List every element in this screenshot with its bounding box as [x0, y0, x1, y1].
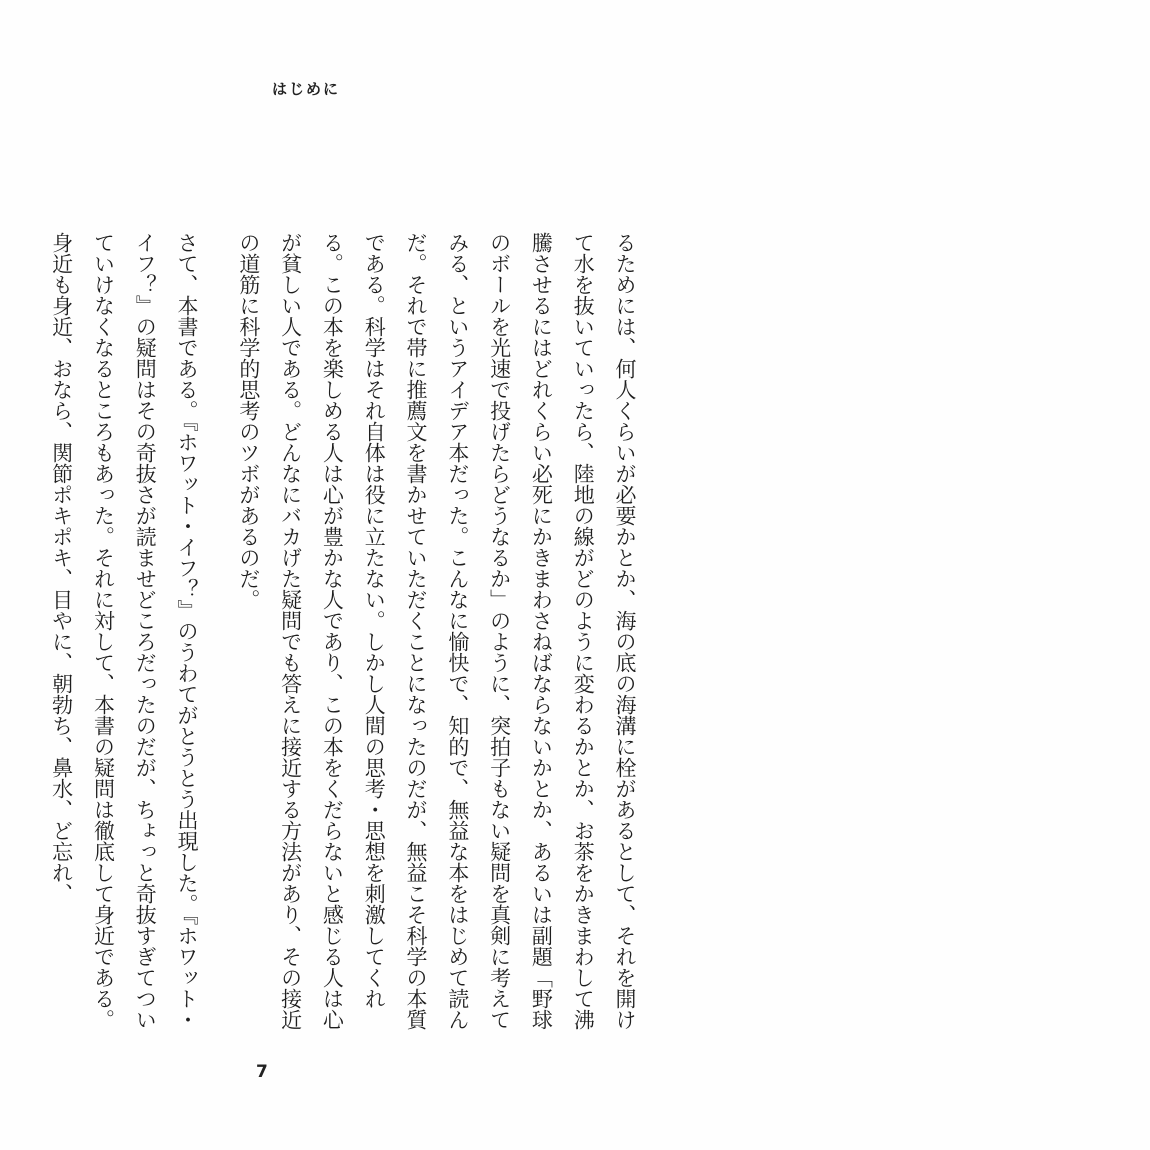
paragraph-gap — [207, 232, 227, 1032]
paragraph-2: さて、本書である。『ホワット・イフ？』のうわてがとうとう出現した。『ホワット・イフ？』の疑問はその奇抜さが読ませどころだったのだが、ちょっと奇抜すぎてついていけなくなるところもあった。それに対して、本書の疑問は徹底して身近である。身近も身近、おなら、関節ポキポキ、目やに、朝勃ち、鼻水、ど忘れ、 — [49, 232, 200, 1030]
page-number: 7 — [256, 1062, 268, 1082]
body-text — [49, 232, 645, 1032]
running-head: はじめに — [272, 80, 341, 98]
paragraph-1: るためには、何人くらいが必要かとか、海の底の海溝に栓があるとして、それを開けて水を抜いていったら、陸地の線がどのように変わるかとか、お茶をかきまわして沸騰させるにはどれくらい必死にかきまわさねばならないかとか、あるいは副題「野球のボールを光速で投げたらどうなるか」のように、突拍子もない疑問を真剣に考えてみる、というアイデア本だった。こんなに愉快で、知的で、無益な本をはじめて読んだ。それで帯に推薦文を書かせていただくことになったのだが、無益こそ科学の本質である。科学はそれ自体は役に立たない。しかし人間の思考・思想を刺激してくれる。この本を楽しめる人は心が豊かな人であり、この本をくだらないと感じる人は心が貧しい人である。どんなにバカげた疑問でも答えに接近する方法があり、その接近の道筋に科学的思考のツボがあるのだ。 — [236, 232, 637, 1030]
